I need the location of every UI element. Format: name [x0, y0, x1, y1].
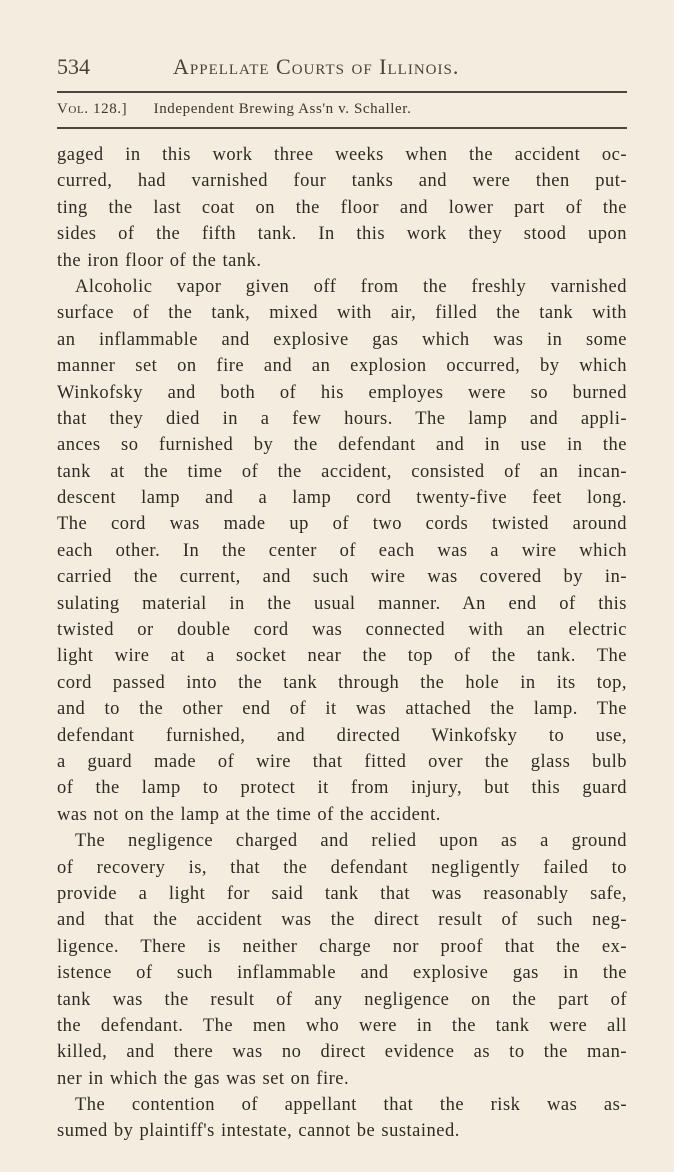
- text-line: ner in which the gas was set on fire.: [57, 1068, 350, 1089]
- text-line: each other. In the center of each was a wire which: [57, 540, 627, 561]
- text-line: istence of such inflammable and explosive gas in the: [57, 963, 627, 984]
- text-line: the iron floor of the tank.: [57, 250, 262, 271]
- text-line: that they died in a few hours. The lamp and appli-: [57, 408, 627, 429]
- text-line: manner set on fire and an explosion occurred, by which: [57, 356, 627, 377]
- paragraph: [57, 1092, 627, 1145]
- text-line: killed, and there was no direct evidence as to the man-: [57, 1042, 627, 1063]
- header-rule-top: [57, 91, 627, 93]
- volume-label: Vol. 128.]: [57, 101, 128, 117]
- paragraph: [57, 142, 627, 274]
- text-line: gaged in this work three weeks when the accident oc-: [57, 145, 627, 165]
- text-line: The negligence charged and relied upon as a ground: [75, 831, 627, 852]
- text-line: ligence. There is neither charge nor proof that the ex-: [57, 936, 627, 957]
- text-line: The cord was made up of two cords twisted around: [57, 514, 627, 535]
- text-line: The contention of appellant that the risk was as-: [75, 1095, 627, 1116]
- paragraph: [57, 828, 627, 1092]
- text-line: sumed by plaintiff's intestate, cannot be sustained.: [57, 1121, 460, 1142]
- text-line: tank at the time of the accident, consisted of an incan-: [57, 461, 627, 482]
- case-title: Independent Brewing Ass'n v. Schaller.: [153, 101, 412, 117]
- running-title: Appellate Courts of Illinois.: [173, 54, 460, 79]
- text-line: tank was the result of any negligence on the part of: [57, 989, 627, 1010]
- case-subheader: [57, 101, 411, 118]
- text-line: Alcoholic vapor given off from the freshly varnished: [75, 276, 627, 297]
- page-number: 534: [57, 54, 90, 79]
- header-rule-bottom: [57, 127, 627, 129]
- running-header: [57, 54, 627, 84]
- text-line: defendant furnished, and directed Winkofsky to use,: [57, 725, 627, 746]
- text-line: sides of the fifth tank. In this work they stood upon: [57, 224, 627, 245]
- text-line: Winkofsky and both of his employes were so burned: [57, 382, 627, 403]
- text-line: surface of the tank, mixed with air, filled the tank with: [57, 303, 627, 324]
- text-line: of recovery is, that the defendant negligently failed to: [57, 857, 627, 878]
- text-line: the defendant. The men who were in the tank were all: [57, 1015, 627, 1036]
- text-line: ances so furnished by the defendant and in use in the: [57, 435, 627, 456]
- text-line: ting the last coat on the floor and lower part of the: [57, 197, 627, 218]
- paragraph: [57, 274, 627, 828]
- text-line: of the lamp to protect it from injury, but this guard: [57, 778, 627, 799]
- text-line: light wire at a socket near the top of the tank. The: [57, 646, 627, 667]
- text-line: provide a light for said tank that was reasonably safe,: [57, 883, 627, 904]
- text-line: sulating material in the usual manner. An end of this: [57, 593, 627, 614]
- text-line: curred, had varnished four tanks and were then put-: [57, 171, 627, 192]
- text-line: twisted or double cord was connected with an electric: [57, 620, 627, 641]
- text-line: was not on the lamp at the time of the accident.: [57, 804, 441, 825]
- text-line: and to the other end of it was attached the lamp. The: [57, 699, 627, 720]
- text-line: descent lamp and a lamp cord twenty-five feet long.: [57, 488, 627, 509]
- text-line: a guard made of wire that fitted over the glass bulb: [57, 751, 627, 772]
- body-text: [57, 142, 627, 1145]
- text-line: an inflammable and explosive gas which was in some: [57, 329, 627, 350]
- text-line: carried the current, and such wire was covered by in-: [57, 567, 627, 588]
- text-line: cord passed into the tank through the hole in its top,: [57, 672, 627, 693]
- text-line: and that the accident was the direct result of such neg-: [57, 910, 627, 931]
